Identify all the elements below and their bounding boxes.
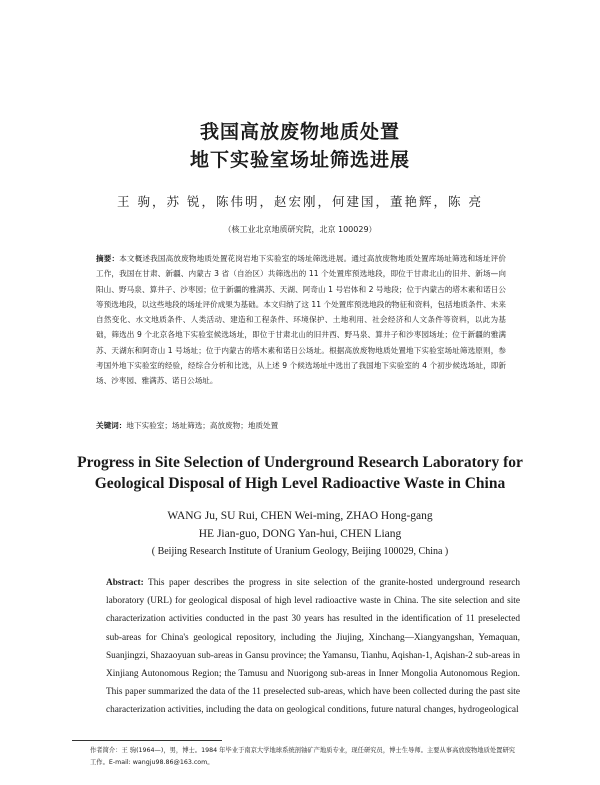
english-title-line-2: Geological Disposal of High Level Radioactive Waste in China [94,475,506,492]
chinese-keywords-text: 地下实验室；场址筛选；高放废物；地质处置 [126,421,279,430]
english-title-line-1: Progress in Site Selection of Underground Research Laboratory for [77,454,523,471]
footnote-text: 王 驹(1964—)，男，博士。1984 年毕业于南京大学地球系统剖铀矿产地质专业，现任研究员，博士生导师。主要从事高放废物地质处置研究工作。E-mail: wangju98.86@163.com。 [90,747,516,766]
english-affiliation: ( Beijing Research Institute of Uranium Geology, Beijing 100029, China ) [151,546,449,557]
chinese-abstract [96,251,506,389]
english-abstract [106,574,520,720]
chinese-abstract-text: 本文概述我国高放废物地质处置花岗岩地下实验室的场址筛选进展。通过高放废物地质处置库场址筛选和场址评价工作，我国在甘肃、新疆、内蒙古 3 省（自治区）共筛选出的 11 个处置库预选地段，即位于甘肃北山的旧井、新场—向阳山、野马泉、算井子、沙枣园；位于新疆的雅满苏、天湖、阿奇山 1 号岩体和 2 号地段；位于内蒙古的塔木素和诺日公等预选地段，以这些地段的场址评价成果为基础。本文归纳了这 11 个处置库预选地段的物征和资料，包括地质条件、未来自然变化、水文地质条件、人类活动、建造和工程条件、环境保护、土地利用、社会经济和人文条件等资料，以此为基础，筛选出 9 个北京各地下实验室候选场址，即位于甘肃北山的旧井西、野马泉、算井子和沙枣园场址；位于新疆的雅满苏、天湖东和阿奇山 1 号场址；位于内蒙古的塔木素和诺日公场址。根据高放废物地质处置地下实验室场址筛选原则，参考国外地下实验室的经验，经综合分析和比选，从上述 9 个候选场址中选出了我国地下实验室的 4 个初步候选场址，即新场、沙枣园、雅满苏、诺日公场址。 [96,254,506,386]
chinese-keywords-label: 关键词： [96,421,127,430]
chinese-abstract-label: 摘要： [96,254,120,263]
english-abstract-text: This paper describes the progress in site selection of the granite-hosted underground research laboratory (URL) for geological disposal of high level radioactive waste in China. The site selection and site characterization activities conducted in the past 30 years has resulted in the identification of 11 preselected sub-areas for China's geological repository, including the Jiujing, Xinchang—Xiangyangshan, Yemaquan, Suanjingzi, Shazaoyuan sub-areas in Gansu province; the Yamansu, Tianhu, Aqishan-1, Aqishan-2 sub-areas in Xinjiang Autonomous Region; the Tamusu and Nuorigong sub-areas in Inner Mongolia Autonomous Region. This paper summarized the data of the 11 preselected sub-areas, which have been collected during the past site characterization activities, including the data on geological conditions, future natural changes, hydrogeological [106,578,520,716]
english-abstract-label: Abstract: [106,578,144,588]
chinese-affiliation: （核工业北京地质研究院，北京 100029） [223,225,377,234]
chinese-keywords [96,420,506,431]
footnote-label: 作者简介： [90,747,122,754]
chinese-authors: 王 驹，苏 锐，陈伟明，赵宏刚，何建国，董艳辉，陈 亮 [117,194,483,209]
english-authors-line-1: WANG Ju, SU Rui, CHEN Wei-ming, ZHAO Hong-gang [167,510,433,522]
chinese-title-line-1: 我国高放废物地质处置 [199,121,400,143]
chinese-title-line-2: 地下实验室场址筛选进展 [189,149,410,171]
author-footnote [90,745,520,769]
english-authors-line-2: HE Jian-guo, DONG Yan-hui, CHEN Liang [198,528,402,540]
footnote-divider [72,740,222,741]
